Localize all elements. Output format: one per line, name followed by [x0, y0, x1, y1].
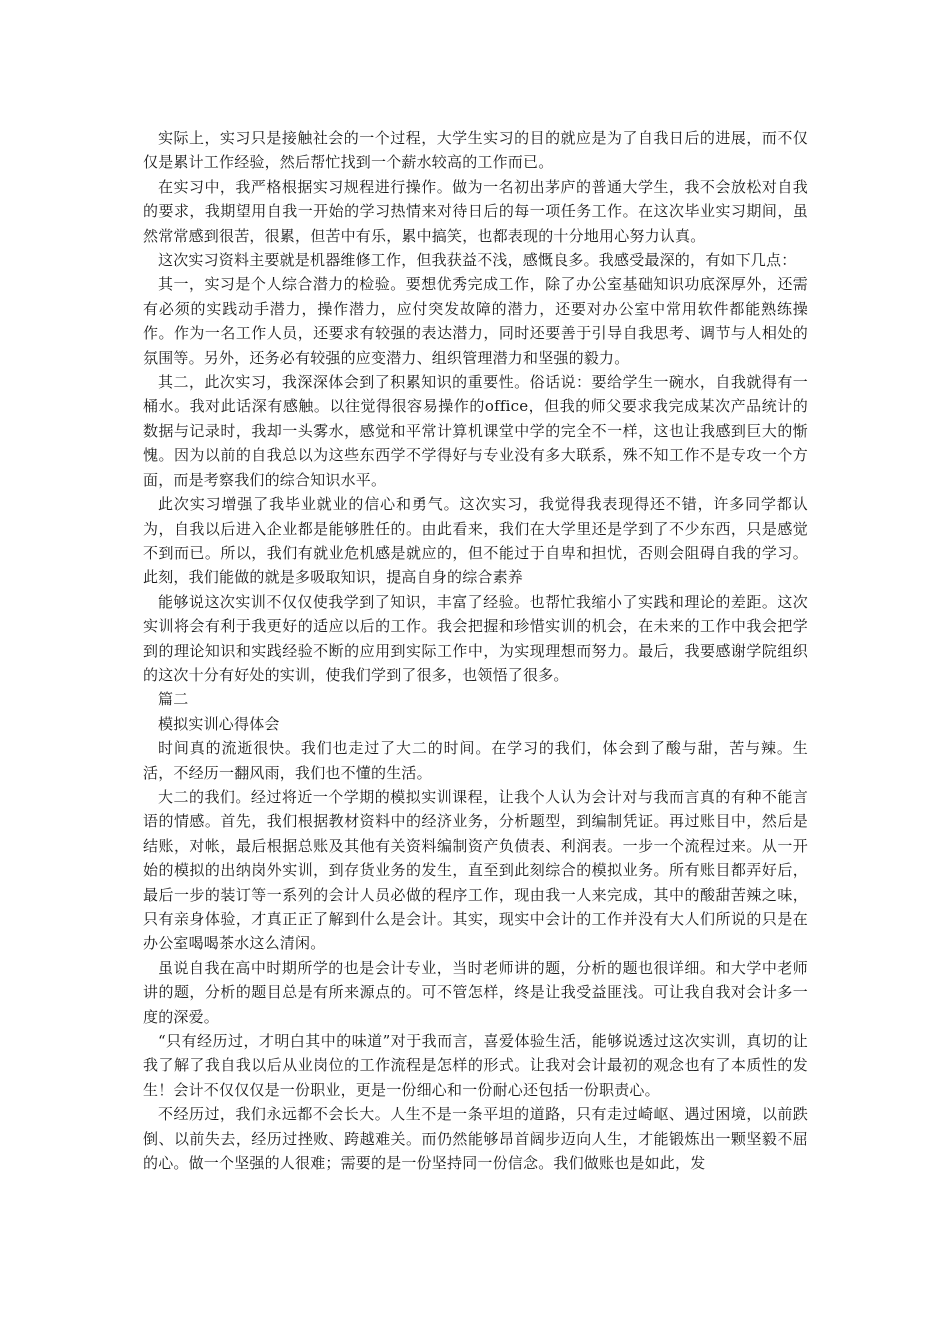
- section-heading-part-two: 篇二: [158, 690, 189, 709]
- paragraph-sophomore-training: 大二的我们。经过将近一个学期的模拟实训课程，让我个人认为会计对与我而言真的有种不能言语的情感。首先，我们根据教材资料中的经济业务，分析题型，到编制凭证。再过账目中，然后是结账，对帐，最后根据总账及其他有关资料编制资产负债表、利润表。一步一个流程过来。从一开始的模拟的出纳岗外实训，到存货业务的发生，直至到此刻综合的模拟业务。所有账目都弄好后，最后一步的装订等一系列的会计人员必做的程序工作，现由我一人来完成，其中的酸甜苦辣之味，只有亲身体验，才真正正了解到什么是会计。其实，现实中会计的工作并没有大人们所说的只是在办公室喝喝茶水这么清闲。: [143, 787, 808, 953]
- paragraph-conclusion: 能够说这次实训不仅仅使我学到了知识，丰富了经验。也帮忙我缩小了实践和理论的差距。这次实训将会有利于我更好的适应以后的工作。我会把握和珍惜实训的机会，在未来的工作中我会把学到的理论知识和实践经验不断的应用到实际工作中，为实现理想而努力。最后，我要感谢学院组织的这次十分有好处的实训，使我们学到了很多，也领悟了很多。: [143, 592, 808, 684]
- paragraph-internship-purpose: 实际上，实习只是接触社会的一个过程，大学生实习的目的就应是为了自我日后的进展，而不仅仅是累计工作经验，然后帮忙找到一个薪水较高的工作而已。: [143, 129, 808, 172]
- section-title-simulation: 模拟实训心得体会: [158, 714, 280, 733]
- paragraph-confidence: 此次实习增强了我毕业就业的信心和勇气。这次实习，我觉得我表现得还不错，许多同学都认为，自我以后进入企业都是能够胜任的。由此看来，我们在大学里还是学到了不少东西，只是感觉不到而已。所以，我们有就业危机感是就应的，但不能过于自卑和担忧，否则会阻碍自我的学习。此刻，我们能做的就是多吸取知识，提高自身的综合素养: [143, 495, 808, 587]
- paragraph-point-two: 其二，此次实习，我深深体会到了积累知识的重要性。俗话说：要给学生一碗水，自我就得有一桶水。我对此话深有感触。以往觉得很容易操作的office，但我的师父要求我完成某次产品统计的数据与记录时，我却一头雾水，感觉和平常计算机课堂中学的完全不一样，这也让我感到巨大的惭愧。因为以前的自我总以为这些东西学不学得好与专业没有多大联系，殊不知工作不是专攻一个方面，而是考察我们的综合知识水平。: [143, 373, 808, 489]
- paragraph-internship-content: 这次实习资料主要就是机器维修工作，但我获益不浅，感慨良多。我感受最深的，有如下几点：: [158, 251, 797, 270]
- paragraph-point-one: 其一，实习是个人综合潜力的检验。要想优秀完成工作，除了办公室基础知识功底深厚外，还需有必须的实践动手潜力，操作潜力，应付突发故障的潜力，还要对办公室中常用软件都能熟练操作。作为一名工作人员，还要求有较强的表达潜力，同时还要善于引导自我思考、调节与人相处的氛围等。另外，还务必有较强的应变潜力、组织管理潜力和坚强的毅力。: [143, 275, 808, 367]
- paragraph-time-passes: 时间真的流逝很快。我们也走过了大二的时间。在学习的我们，体会到了酸与甜，苦与辣。生活，不经历一翻风雨，我们也不懂的生活。: [143, 739, 808, 782]
- paragraph-internship-attitude: 在实习中，我严格根据实习规程进行操作。做为一名初出茅庐的普通大学生，我不会放松对自我的要求，我期望用自我一开始的学习热情来对待日后的每一项任务工作。在这次毕业实习期间，虽然常常感到很苦，很累，但苦中有乐，累中搞笑，也都表现的十分地用心努力认真。: [143, 177, 808, 245]
- paragraph-growing-up: 不经历过，我们永远都不会长大。人生不是一条平坦的道路，只有走过崎岖、遇过困境，以前跌倒、以前失去，经历过挫败、跨越难关。而仍然能够昂首阔步迈向人生，才能锻炼出一颗坚毅不屈的心。做一个坚强的人很难；需要的是一份坚持同一份信念。我们做账也是如此，发: [143, 1105, 808, 1173]
- paragraph-experience-quote: “只有经历过，才明白其中的味道”对于我而言，喜爱体验生活，能够说透过这次实训，真切的让我了解了我自我以后从业岗位的工作流程是怎样的形式。让我对会计最初的观念也有了本质性的发生！会计不仅仅仅是一份职业，更是一份细心和一份耐心还包括一份职责心。: [143, 1032, 808, 1099]
- document-body: [143, 126, 808, 1175]
- paragraph-high-school: 虽说自我在高中时期所学的也是会计专业，当时老师讲的题，分析的题也很详细。和大学中老师讲的题，分析的题目总是有所来源点的。可不管怎样，终是让我受益匪浅。可让我自我对会计多一度的深爱。: [143, 958, 808, 1026]
